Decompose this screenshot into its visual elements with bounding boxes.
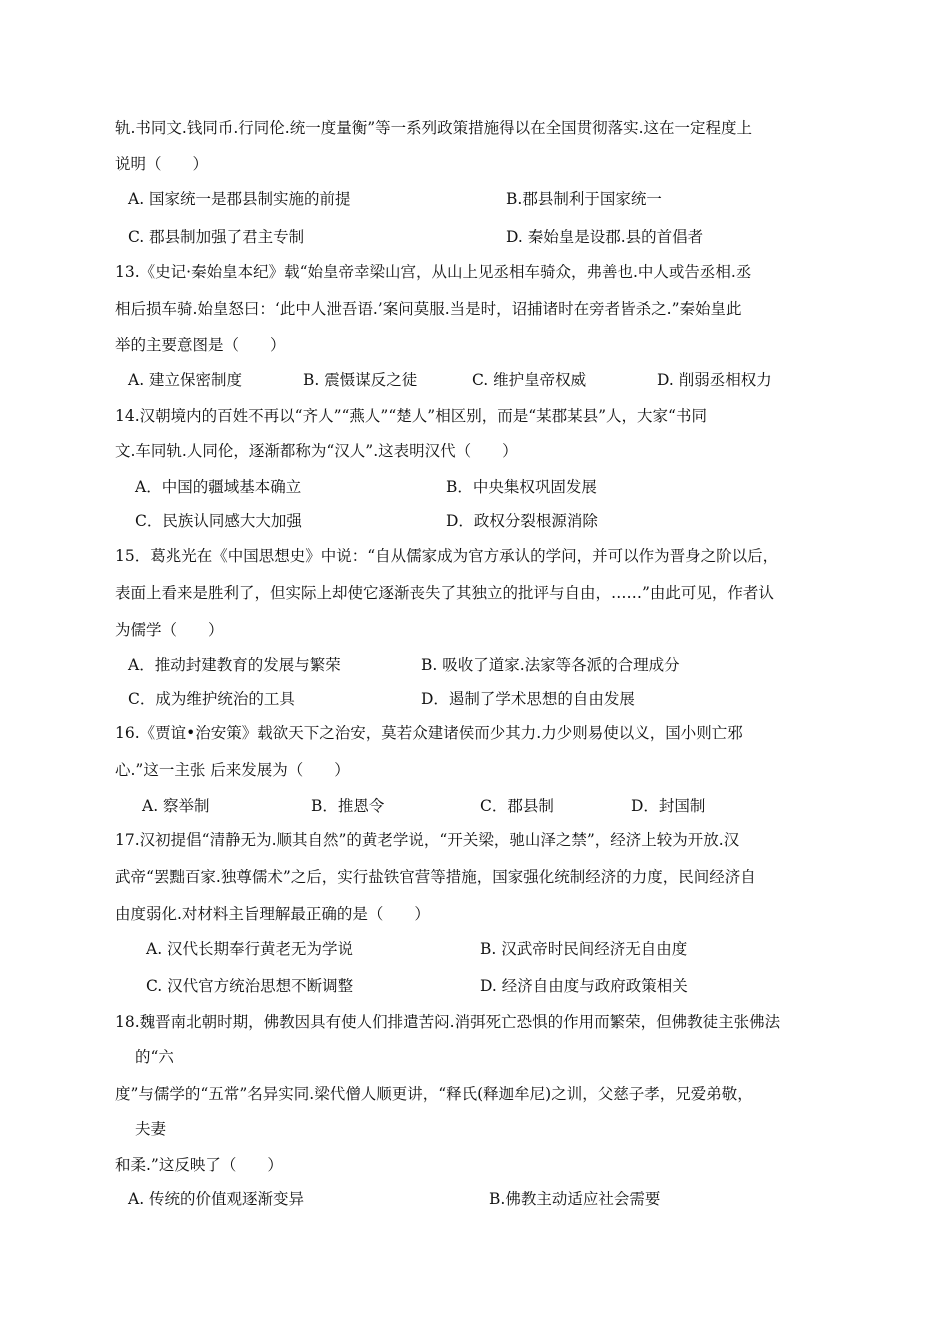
q13-option-b: B. 震慑谋反之徒 — [303, 371, 418, 389]
q14-option-d: D．政权分裂根源消除 — [446, 512, 598, 530]
q15-stem-line-1: 15．葛兆光在《中国思想史》中说：“自从儒家成为官方承认的学问，并可以作为晋身之阶以后， — [115, 547, 779, 565]
q12-stem-line-2: 说明（ ） — [115, 155, 209, 173]
q17-stem-line-3: 由度弱化.对材料主旨理解最正确的是（ ） — [115, 905, 430, 923]
q16-stem-line-1: 16.《贾谊•治安策》载欲天下之治安，莫若众建诸侯而少其力.力少则易使以义，国小则亡邪 — [115, 724, 743, 742]
q16-option-b: B．推恩令 — [311, 797, 385, 815]
q12-stem-line-1: 轨.书同文.钱同币.行同伦.统一度量衡”等一系列政策措施得以在全国贯彻落实.这在一定程度上 — [115, 119, 753, 137]
q12-option-b: B.郡县制利于国家统一 — [506, 190, 662, 208]
q14-stem-line-2: 文.车同轨.人同伦，逐渐都称为“汉人”.这表明汉代（ ） — [115, 442, 518, 460]
q13-option-c: C. 维护皇帝权威 — [472, 371, 587, 389]
q15-stem-line-2: 表面上看来是胜利了，但实际上却使它逐渐丧失了其独立的批评与自由，……”由此可见，作者认 — [115, 584, 774, 602]
q13-stem-line-3: 举的主要意图是（ ） — [115, 336, 286, 354]
q18-option-a: A. 传统的价值观逐渐变异 — [128, 1190, 305, 1208]
q18-option-b: B.佛教主动适应社会需要 — [489, 1190, 661, 1208]
q16-option-c: C．郡县制 — [480, 797, 554, 815]
q17-option-d: D. 经济自由度与政府政策相关 — [480, 977, 688, 995]
q18-stem-line-3: 度”与儒学的“五常”名异实同.梁代僧人顺更讲，“释氏(释迦牟尼)之训，父慈子孝，兄爱弟敬， — [115, 1085, 753, 1103]
q17-option-b: B. 汉武帝时民间经济无自由度 — [480, 940, 688, 958]
q15-option-d: D．遏制了学术思想的自由发展 — [421, 690, 635, 708]
q14-option-b: B．中央集权巩固发展 — [446, 478, 597, 496]
q15-option-b: B. 吸收了道家.法家等各派的合理成分 — [421, 656, 680, 674]
q17-option-a: A. 汉代长期奉行黄老无为学说 — [146, 940, 354, 958]
q15-option-a: A．推动封建教育的发展与繁荣 — [128, 656, 341, 674]
q12-option-d: D. 秦始皇是设郡.县的首倡者 — [506, 228, 704, 246]
q18-stem-line-2: 的“六 — [135, 1048, 174, 1066]
q16-stem-line-2: 心.”这一主张 后来发展为（ ） — [115, 761, 350, 779]
q17-option-c: C. 汉代官方统治思想不断调整 — [146, 977, 354, 995]
q14-option-a: A．中国的疆域基本确立 — [135, 478, 302, 496]
q18-stem-line-4: 夫妻 — [135, 1120, 167, 1138]
q13-option-a: A. 建立保密制度 — [128, 371, 243, 389]
q16-option-a: A. 察举制 — [142, 797, 210, 815]
q13-option-d: D. 削弱丞相权力 — [657, 371, 772, 389]
q18-stem-line-1: 18.魏晋南北朝时期，佛教因具有使人们排遣苦闷.消弭死亡恐惧的作用而繁荣，但佛教徒主张佛法 — [115, 1013, 781, 1031]
q14-stem-line-1: 14.汉朝境内的百姓不再以“齐人”“燕人”“楚人”相区别，而是“某郡某县”人，大家“书同 — [115, 407, 707, 425]
q17-stem-line-1: 17.汉初提倡“清静无为.顺其自然”的黄老学说，“开关梁，驰山泽之禁”，经济上较为开放.汉 — [115, 831, 740, 849]
q17-stem-line-2: 武帝“罢黜百家.独尊儒术”之后，实行盐铁官营等措施，国家强化统制经济的力度，民间经济自 — [115, 868, 756, 886]
q13-stem-line-2: 相后损车骑.始皇怒曰：‘此中人泄吾语.’案问莫服.当是时，诏捕诸时在旁者皆杀之.”秦始皇此 — [115, 300, 742, 318]
q12-option-c: C. 郡县制加强了君主专制 — [128, 228, 305, 246]
q15-option-c: C．成为维护统治的工具 — [128, 690, 295, 708]
q16-option-d: D．封国制 — [631, 797, 706, 815]
q13-stem-line-1: 13.《史记·秦始皇本纪》载“始皇帝幸梁山宫，从山上见丞相车骑众，弗善也.中人或告丞相.丞 — [115, 263, 752, 281]
q15-stem-line-3: 为儒学（ ） — [115, 621, 224, 639]
q14-option-c: C．民族认同感大大加强 — [135, 512, 302, 530]
q12-option-a: A. 国家统一是郡县制实施的前提 — [128, 190, 351, 208]
q18-stem-line-5: 和柔.”这反映了（ ） — [115, 1156, 283, 1174]
